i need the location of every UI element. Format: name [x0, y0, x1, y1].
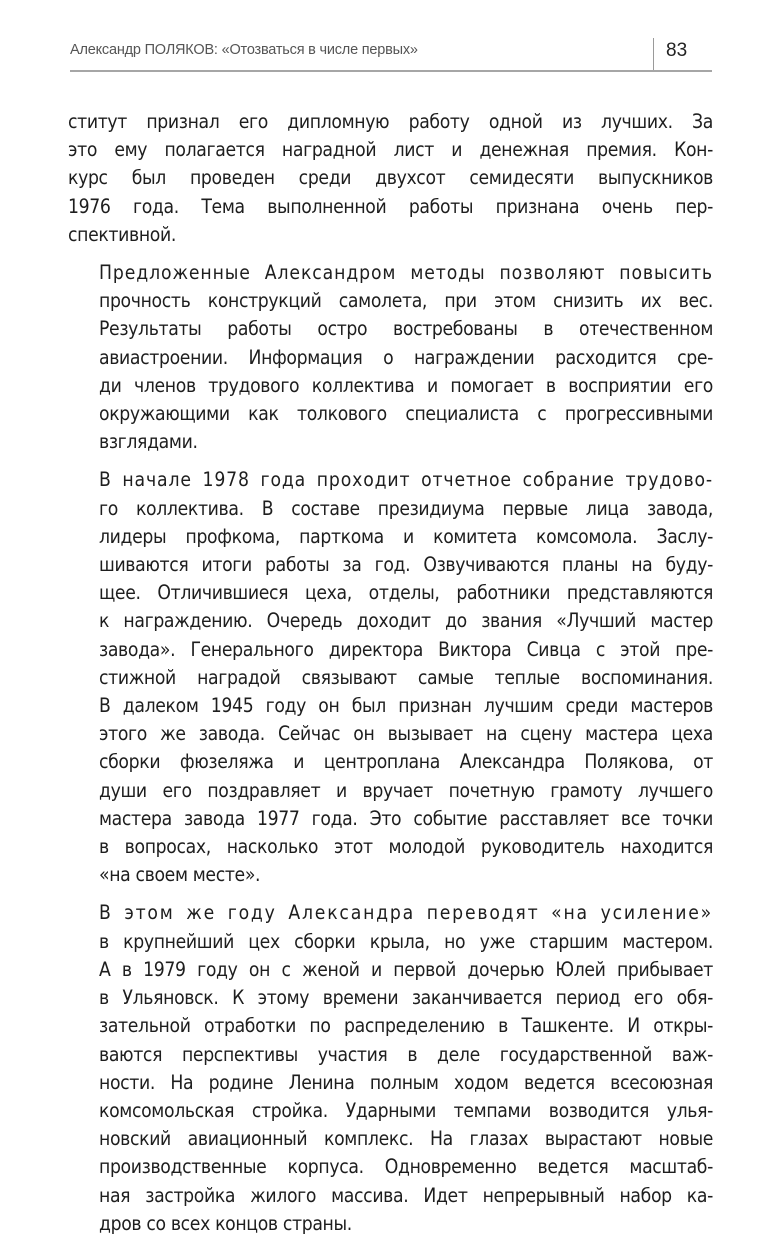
text-line: это ему полагается наградной лист и денежная премия. Кон-	[68, 138, 713, 162]
paragraph	[68, 899, 713, 1237]
text-line: в Ульяновск. К этому времени заканчивается период его обя-	[99, 986, 713, 1010]
text-line: взглядами.	[99, 430, 198, 454]
running-header	[70, 36, 712, 72]
text-line: стижной наградой связывают самые теплые воспоминания.	[99, 665, 713, 689]
text-line: в крупнейший цех сборки крыла, но уже старшим мастером.	[99, 929, 713, 953]
text-line: В далеком 1945 году он был признан лучшим среди мастеров	[99, 694, 713, 718]
text-line: курс был проведен среди двухсот семидесяти выпускников	[68, 166, 713, 190]
text-line: го коллектива. В составе президиума первые лица завода,	[99, 496, 713, 520]
header-rule	[70, 70, 712, 72]
text-line: сборки фюзеляжа и центроплана Александра Полякова, от	[99, 750, 713, 774]
paragraph	[68, 259, 713, 456]
text-line: щее. Отличившиеся цеха, отделы, работники представляются	[99, 581, 713, 605]
page-number: 83	[666, 40, 688, 61]
text-line: ститут признал его дипломную работу одной из лучших. За	[68, 110, 713, 133]
text-line: к награждению. Очередь доходит до звания «Лучший мастер	[99, 609, 713, 633]
text-line: авиастроении. Информация о награждении расходится сре-	[99, 345, 713, 369]
text-line: В этом же году Александра переводят «на усиление»	[99, 901, 713, 925]
paragraph	[68, 108, 713, 249]
paragraph	[68, 466, 713, 889]
running-title: Александр ПОЛЯКОВ: «Отозваться в числе первых»	[70, 42, 418, 58]
text-line: Предложенные Александром методы позволяют повысить	[99, 261, 713, 285]
text-line: окружающими как толкового специалиста с прогрессивными	[99, 402, 713, 426]
text-line: А в 1979 году он с женой и первой дочерью Юлей прибывает	[99, 957, 713, 981]
text-line: В начале 1978 года проходит отчетное собрание трудово-	[99, 468, 713, 492]
text-line: ности. На родине Ленина полным ходом ведется всесоюзная	[99, 1070, 713, 1094]
text-line: Результаты работы остро востребованы в отечественном	[99, 317, 713, 341]
text-line: новский авиационный комплекс. На глазах вырастают новые	[99, 1127, 713, 1151]
header-divider	[653, 38, 654, 71]
text-line: зательной отработки по распределению в Ташкенте. И откры-	[99, 1014, 713, 1038]
text-line: завода». Генерального директора Виктора Сивца с этой пре-	[99, 637, 713, 661]
text-line: ди членов трудового коллектива и помогает в восприятии его	[99, 373, 713, 397]
text-line: 1976 года. Тема выполненной работы признана очень пер-	[68, 194, 713, 218]
text-line: этого же завода. Сейчас он вызывает на сцену мастера цеха	[99, 722, 713, 746]
text-line: дров со всех концов страны.	[99, 1211, 352, 1235]
text-line: мастера завода 1977 года. Это событие расставляет все точки	[99, 806, 713, 830]
text-line: лидеры профкома, парткома и комитета комсомола. Заслу-	[99, 524, 713, 548]
text-line: шиваются итоги работы за год. Озвучиваются планы на буду-	[99, 553, 713, 577]
text-line: ная застройка жилого массива. Идет непрерывный набор ка-	[99, 1183, 713, 1207]
text-line: производственные корпуса. Одновременно ведется масштаб-	[99, 1155, 713, 1179]
text-line: «на своем месте».	[99, 863, 261, 887]
text-line: комсомольская стройка. Ударными темпами возводится улья-	[99, 1098, 713, 1122]
text-line: ваются перспективы участия в деле государственной важ-	[99, 1042, 713, 1066]
text-line: в вопросах, насколько этот молодой руководитель находится	[99, 835, 713, 859]
body-text	[68, 108, 713, 1248]
text-line: души его поздравляет и вручает почетную грамоту лучшего	[99, 778, 713, 802]
text-line: прочность конструкций самолета, при этом снизить их вес.	[99, 289, 713, 313]
text-line: спективной.	[68, 222, 176, 246]
